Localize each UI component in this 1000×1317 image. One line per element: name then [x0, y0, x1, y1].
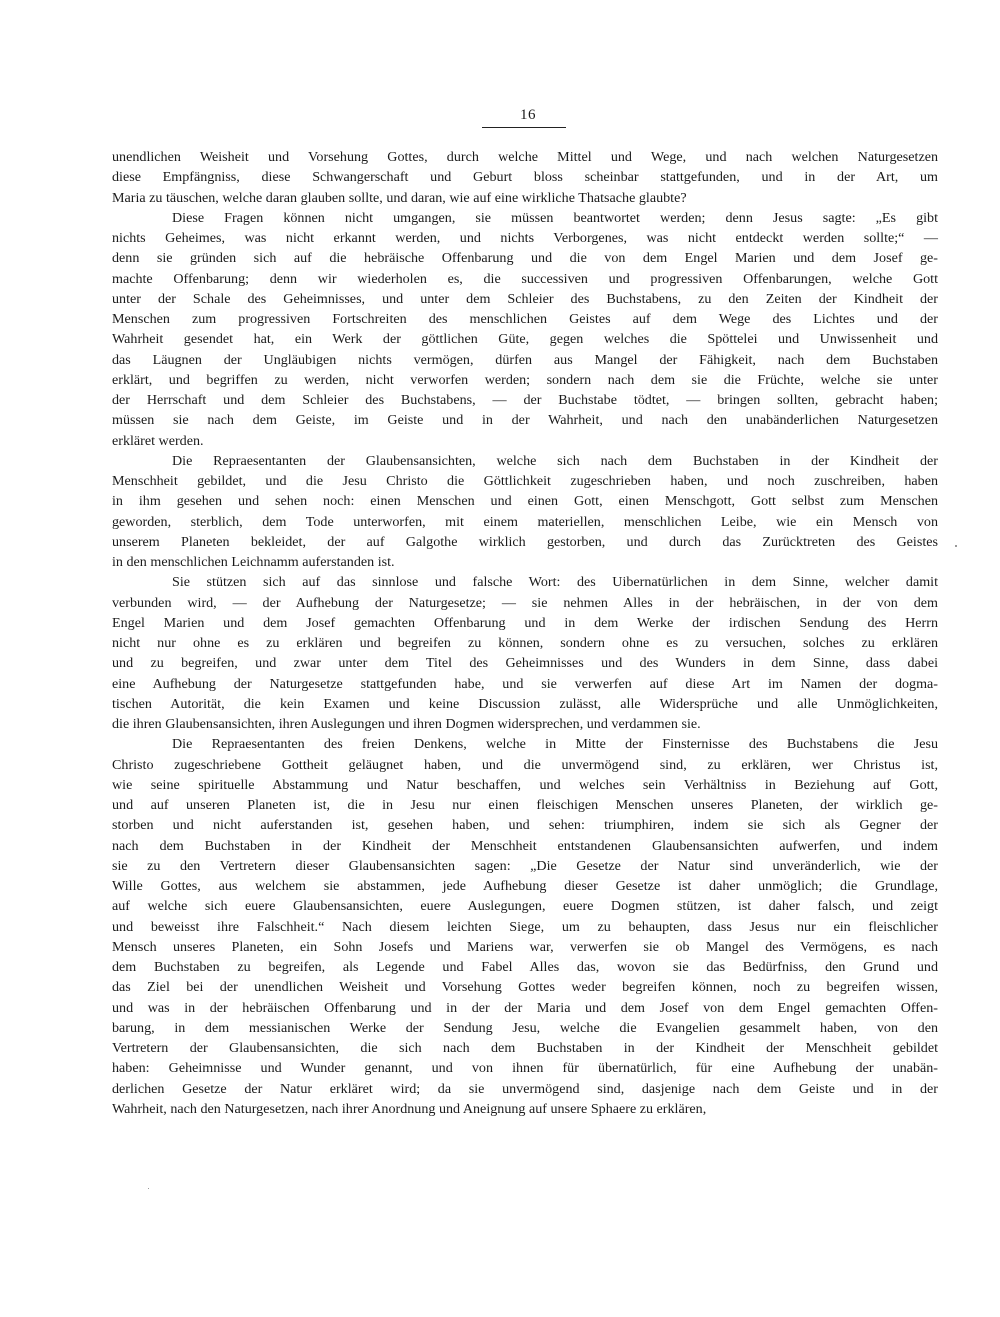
text-line: Menschen zum progressiven Fortschreiten des menschlichen Geistes auf dem Wege des Lichtes und der: [112, 311, 938, 327]
text-line: dem Buchstaben zu begreifen, als Legende und Fabel Alles das, wovon sie das Bedürfniss, den Grund und: [112, 959, 938, 975]
text-line: sie zu den Vertretern dieser Glaubensansichten sagen: „Die Gesetze der Natur sind unveränderlich, wie der: [112, 857, 938, 874]
text-line: Christo zugeschriebene Gottheit geläugnet haben, und die unvermögend sind, zu erklären, wer Christus ist,: [112, 756, 938, 773]
page-number: 16: [520, 107, 536, 123]
text-line: das Läugnen der Ungläubigen nichts vermögen, dürfen aus Mangel der Fähigkeit, nach dem Buchstaben: [112, 351, 938, 368]
text-line: Die Repraesentanten der Glaubensansichten, welche sich nach dem Buchstaben in der Kindheit der: [172, 452, 938, 469]
text-line: unter der Schale des Geheimnisses, und unter dem Schleier des Buchstabens, zu den Zeiten der Kindheit der: [112, 290, 938, 307]
text-line: Diese Fragen können nicht umgangen, sie müssen beantwortet werden; denn Jesus sagte: „Es gibt: [172, 209, 938, 226]
paragraph: [112, 572, 938, 734]
text-line: die ihren Glaubensansichten, ihren Auslegungen und ihren Dogmen widersprechen, und verdammen sie.: [112, 716, 701, 732]
text-line: storben und nicht auferstanden ist, gesehen haben, und sehen: triumphiren, indem sie sich als Gegner der: [112, 817, 938, 834]
text-line: erklärt, und begriffen zu werden, nicht verworfen werden; sondern nach dem sie die Früchte, welche sie unter: [112, 371, 938, 388]
text-line: Wahrheit, nach den Naturgesetzen, nach ihrer Anordnung und Aneignung auf unsere Sphaere zu erklären,: [112, 1100, 707, 1117]
text-line: Wahrheit gesendet hat, ein Werk der göttlichen Güte, gegen welches die Spöttelei und Unwissenheit und: [112, 331, 938, 348]
text-line: nicht nur ohne es zu erklären und begreifen zu können, sondern ohne es zu versuchen, solches zu erklären: [112, 635, 938, 651]
text-line: in ihm gesehen und sehen noch: einen Menschen und einen Gott, einen Menschgott, Gott selbst zum Menschen: [112, 493, 938, 510]
scan-speck: [148, 1188, 149, 1189]
body-text: [112, 147, 938, 1119]
text-line: barung, in dem messianischen Werke der Sendung Jesu, welche die Evangelien gesammelt haben, von den: [112, 1019, 938, 1036]
text-line: verbunden wird, — der Aufhebung der Naturgesetze; — sie nehmen Alles in der hebräischen, in der von dem: [112, 594, 938, 611]
text-line: geworden, sterblich, dem Tode unterworfen, mit einem materiellen, menschlichen Leibe, wie ein Mensch von: [112, 513, 938, 530]
text-line: Maria zu täuschen, welche daran glauben sollte, und daran, wie auf eine wirkliche Thatsache glaubte?: [112, 189, 687, 206]
paragraph: [112, 208, 938, 451]
text-line: erkläret werden.: [112, 432, 204, 449]
text-line: denn sie gründen sich auf die hebräische Offenbarung und die von dem Engel Marien und dem Josef ge-: [112, 250, 938, 267]
text-line: müssen sie nach dem Geiste, im Geiste und in der Wahrheit, und nach den unabänderlichen Naturgesetzen: [112, 412, 938, 429]
text-line: unserem Planeten bekleidet, der auf Galgothe wirklich gestorben, und durch das Zurücktreten des Geistes: [112, 533, 938, 550]
text-line: nichts Geheimes, was nicht erkannt werden, und nichts Verborgenes, was nicht entdeckt werden sollte;“ —: [112, 230, 938, 246]
text-line: der Herrschaft und dem Schleier des Buchstabens, — der Buchstabe tödtet, — bringen sollten, gebracht haben;: [112, 392, 938, 408]
text-line: derlichen Gesetze der Natur erkläret wird; da sie unvermögend sind, dasjenige nach dem Geiste und in der: [112, 1080, 938, 1097]
text-line: wie seine spirituelle Abstammung und Natur beschaffen, und welches sein Verhältniss in Beziehung auf Gott,: [112, 776, 938, 793]
paragraph: [112, 451, 938, 573]
text-line: und auf unseren Planeten ist, die in Jesu nur einen fleischigen Menschen unseres Planeten, der wirklich ge-: [112, 797, 938, 813]
text-line: Sie stützen sich auf das sinnlose und falsche Wort: des Uibernatürlichen in dem Sinne, welcher damit: [172, 574, 938, 591]
text-line: Engel Marien und dem Josef gemachten Offenbarung und in dem Werke der irdischen Sendung des Herrn: [112, 614, 938, 631]
text-line: machte Offenbarung; denn wir wiederholen es, die successiven und progressiven Offenbarungen, welche Gott: [112, 270, 938, 287]
text-line: diese Empfängniss, diese Schwangerschaft und Geburt bloss scheinbar stattgefunden, und in der Art, um: [112, 169, 938, 186]
paragraph: [112, 734, 938, 1119]
text-line: Wille Gottes, aus welchem sie abstammen, jede Aufhebung dieser Gesetze ist daher unmöglich; die Grundlage,: [112, 878, 938, 894]
text-line: das Ziel bei der unendlichen Weisheit und Vorsehung Gottes weder begreifen können, noch zu begreifen wissen,: [112, 979, 938, 996]
text-line: nach dem Buchstaben in der Kindheit der Menschheit entstandenen Glaubensansichten aufwerfen, und indem: [112, 837, 938, 854]
text-line: und beweisst ihre Falschheit.“ Nach diesem leichten Siege, um zu behaupten, dass Jesus nur ein fleischlicher: [112, 918, 938, 935]
scan-speck: [955, 545, 957, 547]
text-line: in den menschlichen Leichnamm auferstanden ist.: [112, 554, 395, 570]
text-line: auf welche sich euere Glaubensansichten, euere Auslegungen, euere Dogmen stützen, ist daher falsch, und zeigt: [112, 898, 938, 915]
text-line: Die Repraesentanten des freien Denkens, welche in Mitte der Finsternisse des Buchstabens die Jesu: [172, 736, 938, 753]
text-line: haben: Geheimnisse und Wunder genannt, und von ihnen für übernatürlich, für eine Aufhebung der unabän-: [112, 1060, 938, 1077]
text-line: Menschheit gebildet, und die Jesu Christo die Göttlichkeit zugeschrieben haben, und noch zuschreiben, haben: [112, 473, 938, 489]
text-line: tischen Autorität, die kein Examen und keine Discussion zulässt, alle Widersprüche und alle Unmöglichkeiten,: [112, 695, 938, 712]
text-line: eine Aufhebung der Naturgesetze stattgefunden habe, und sie verwerfen auf diese Art im Namen der dogma-: [112, 675, 938, 692]
text-line: und was in der hebräischen Offenbarung und in der der Maria und dem Josef von dem Engel gemachten Offen-: [112, 999, 938, 1016]
header-rule: [482, 127, 566, 128]
text-line: Vertretern der Glaubensansichten, die sich nach dem Buchstaben in der Kindheit der Menschheit gebildet: [112, 1040, 938, 1056]
paragraph: [112, 147, 938, 208]
text-line: unendlichen Weisheit und Vorsehung Gottes, durch welche Mittel und Wege, und nach welchen Naturgesetzen: [112, 149, 938, 165]
text-line: Mensch unseres Planeten, ein Sohn Josefs und Mariens war, verwerfen sie ob Mangel des Vermögens, es nach: [112, 938, 938, 955]
text-line: und zu begreifen, und zwar unter dem Titel des Geheimnisses und des Wunders in dem Sinne, dass dabei: [112, 655, 938, 672]
